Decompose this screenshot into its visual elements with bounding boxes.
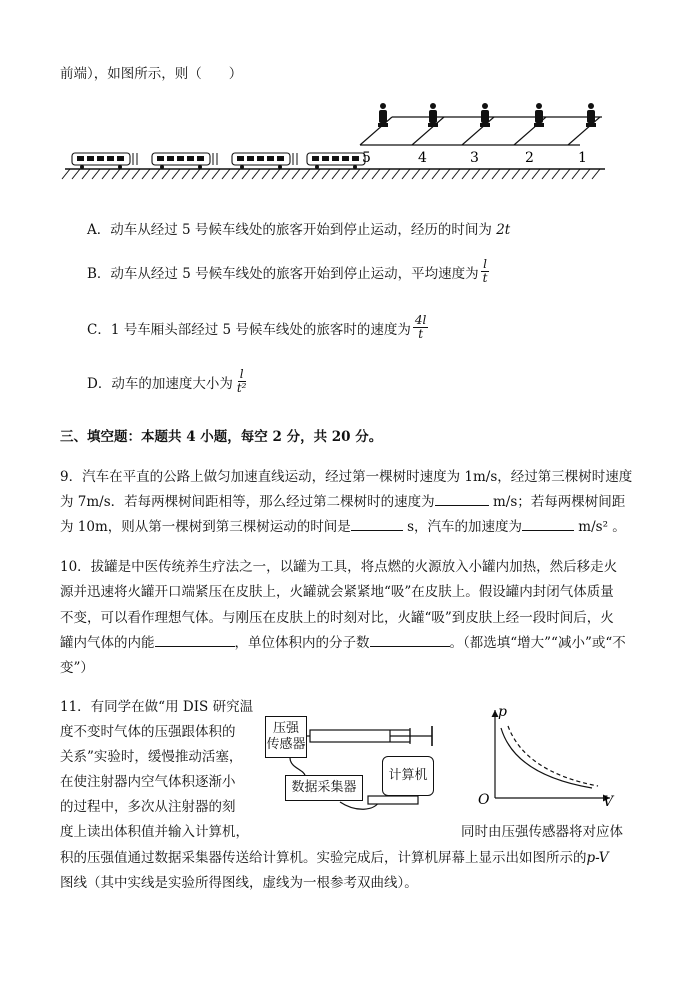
q9-line3 [60,515,626,535]
q11-left-line: 关系”实验时，缓慢推动活塞， [60,749,243,765]
p-axis-label: p [498,704,507,720]
q10-line5: 变”） [60,660,94,676]
q11-line7 [60,846,608,866]
train-car [72,153,365,165]
q9-blank-1[interactable] [435,493,489,506]
q11-right-tail: 同时由压强传感器将对应体 [461,824,623,840]
q10-line4 [60,631,626,651]
q9-line2 [60,490,625,510]
q11-left-line: 的过程中，多次从注射器的刻 [60,799,236,815]
choice-c-text: C．1 号车厢头部经过 5 号候车线处的旅客时的速度为 [87,321,411,338]
q10-line3: 不变，可以看作理想气体。与刚压在皮肤上的时刻对比，火罐“吸”到皮肤上经一段时间后，火 [60,610,614,626]
station-number: 2 [525,150,534,166]
choice-d-text: D．动车的加速度大小为 [87,375,233,392]
origin-label: O [478,792,490,808]
choice-d-fraction [235,368,249,395]
q10-line4a: 罐内气体的内能 [60,635,155,651]
computer-box: 计算机 [382,756,434,796]
station-number: 5 [362,150,371,166]
q9-blank-3[interactable] [522,518,574,531]
v-axis-label: V [603,794,614,810]
pressure-sensor-box: 压强 传感器 [265,716,307,758]
train-station-figure [60,95,620,190]
q11-line7-text: 积的压强值通过数据采集器传送给计算机。实验完成后，计算机屏幕上显示出如图所示的 [60,850,587,866]
section-title: 三、填空题：本题共 4 小题，每空 2 分，共 20 分。 [60,429,383,445]
station-number: 3 [470,150,479,166]
q11-left-line: 度上读出体积值并输入计算机， [60,824,249,840]
choice-b [87,258,489,285]
data-collector-box: 数据采集器 [285,775,363,801]
q9-line3c: m/s² 。 [574,519,626,535]
q9-line2b: m/s；若每两棵树间距 [488,494,626,510]
top-line: 前端），如图所示，则（ ） [60,66,243,82]
fraction-denominator: t [418,327,424,342]
fraction-numerator: l [483,257,487,271]
station-number: 4 [418,150,427,166]
q11-left-line: 在使注射器内空气体积逐渐小 [60,774,236,790]
passenger-icon [378,103,596,127]
choice-c-fraction [413,314,428,341]
choice-a-text: A．动车从经过 5 号候车线处的旅客开始到停止运动，经历的时间为 [87,222,497,238]
q10-line1: 10．拔罐是中医传统养生疗法之一，以罐为工具，将点燃的火源放入小罐内加热，然后移走火 [60,559,618,575]
q11-left-line: 11．有同学在做“用 DIS 研究温 [60,699,254,715]
choice-a-math: 2t [496,222,511,238]
station-number: 1 [578,150,587,166]
q9-blank-2[interactable] [351,518,403,531]
choice-b-fraction [481,258,490,285]
fraction-denominator: t [482,271,488,286]
choice-a [87,218,510,238]
q10-line4c: 。（都选填“增大”“减小”或“不 [449,635,626,651]
q9-line2a: 为 7m/s．若每两棵树间距相等，那么经过第二棵树时的速度为 [60,494,435,510]
q9-line1: 9．汽车在平直的公路上做匀加速直线运动，经过第一棵树时速度为 1m/s，经过第三棵树时速度 [60,469,633,485]
q11-left-line: 度不变时气体的压强跟体积的 [60,724,236,740]
q9-line3b: s，汽车的加速度为 [402,519,523,535]
fraction-denominator: t² [236,381,247,396]
choice-d [87,368,248,395]
q10-line4b: ，单位体积内的分子数 [234,635,370,651]
fraction-numerator: 4l [414,313,427,327]
fraction-numerator: l [239,367,244,381]
reference-hyperbola [508,726,598,786]
choice-b-text: B．动车从经过 5 号候车线处的旅客开始到停止运动，平均速度为 [87,265,479,282]
q11-line8: 图线（其中实线是实验所得图线，虚线为一根参考双曲线）。 [60,875,418,891]
pv-graph [470,700,620,812]
experimental-curve [501,728,592,788]
q10-blank-1[interactable] [155,634,235,647]
q9-line3a: 为 10m，则从第一棵树到第三棵树运动的时间是 [60,519,351,535]
choice-c [87,314,428,341]
q11-line7-math: p-V [586,850,609,866]
q10-line2: 源并迅速将火罐开口端紧压在皮肤上，火罐就会紧紧地“吸”在皮肤上。假设罐内封闭气体质量 [60,584,614,600]
q10-blank-2[interactable] [370,634,450,647]
